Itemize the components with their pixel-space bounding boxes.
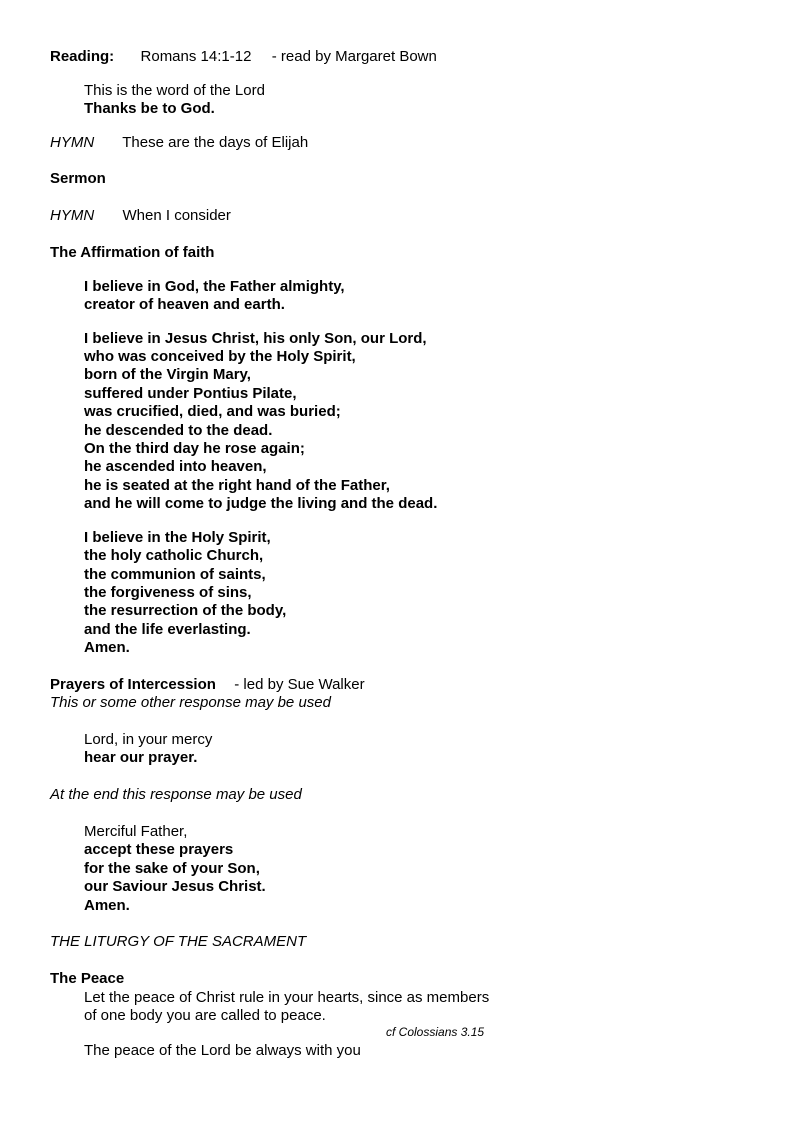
peace-line-3: The peace of the Lord be always with you [84,1042,361,1059]
creed-line: suffered under Pontius Pilate, [84,385,297,402]
creed-line: I believe in Jesus Christ, his only Son, our Lord, [84,330,427,347]
intercession-leader: - led by Sue Walker [234,676,365,693]
reading-response-1: This is the word of the Lord [84,82,265,99]
reading-text: Romans 14:1-12 [140,48,252,65]
reading-line [50,48,437,66]
creed-line: Amen. [84,639,130,656]
creed-line: the resurrection of the body, [84,602,287,619]
intercession-note-1: This or some other response may be used [50,694,331,711]
hymn-2-title: When I consider [122,207,231,224]
peace-citation: cf Colossians 3.15 [386,1025,485,1039]
affirmation-heading: The Affirmation of faith [50,244,215,261]
sermon-heading: Sermon [50,170,106,187]
intercession-response-2: hear our prayer. [84,749,198,766]
creed-line: he is seated at the right hand of the Father, [84,477,390,494]
intercession-line [50,676,365,694]
reading-label: Reading: [50,48,115,65]
reading-reader: - read by Margaret Bown [271,48,437,65]
creed-line: was crucified, died, and was buried; [84,403,341,420]
sacrament-heading: THE LITURGY OF THE SACRAMENT [50,933,307,950]
creed-line: and he will come to judge the living and the dead. [84,495,438,512]
creed-line: the forgiveness of sins, [84,584,252,601]
creed-line: he descended to the dead. [84,422,273,439]
intercession-note-2: At the end this response may be used [50,786,302,803]
intercession-end-3: for the sake of your Son, [84,860,260,877]
intercession-end-4: our Saviour Jesus Christ. [84,878,266,895]
creed-line: born of the Virgin Mary, [84,366,251,383]
hymn-1-line [50,134,308,152]
intercession-end-1: Merciful Father, [84,823,188,840]
creed-line: I believe in the Holy Spirit, [84,529,271,546]
peace-line-2: of one body you are called to peace. [84,1007,326,1024]
creed-line: who was conceived by the Holy Spirit, [84,348,356,365]
creed-line: and the life everlasting. [84,621,251,638]
peace-heading: The Peace [50,970,125,987]
creed-line: the communion of saints, [84,566,266,583]
intercession-response-1: Lord, in your mercy [84,731,213,748]
hymn-1-title: These are the days of Elijah [122,134,309,151]
creed-line: On the third day he rose again; [84,440,305,457]
reading-response-2: Thanks be to God. [84,100,215,117]
hymn-2-label: HYMN [50,207,95,224]
intercession-end-2: accept these prayers [84,841,234,858]
creed-line: he ascended into heaven, [84,458,267,475]
creed-line: creator of heaven and earth. [84,296,285,313]
hymn-1-label: HYMN [50,134,95,151]
peace-line-1: Let the peace of Christ rule in your hearts, since as members [84,989,490,1006]
intercession-heading: Prayers of Intercession [50,676,216,693]
creed-line: the holy catholic Church, [84,547,264,564]
intercession-end-5: Amen. [84,897,130,914]
hymn-2-line [50,207,231,225]
creed-line: I believe in God, the Father almighty, [84,278,345,295]
